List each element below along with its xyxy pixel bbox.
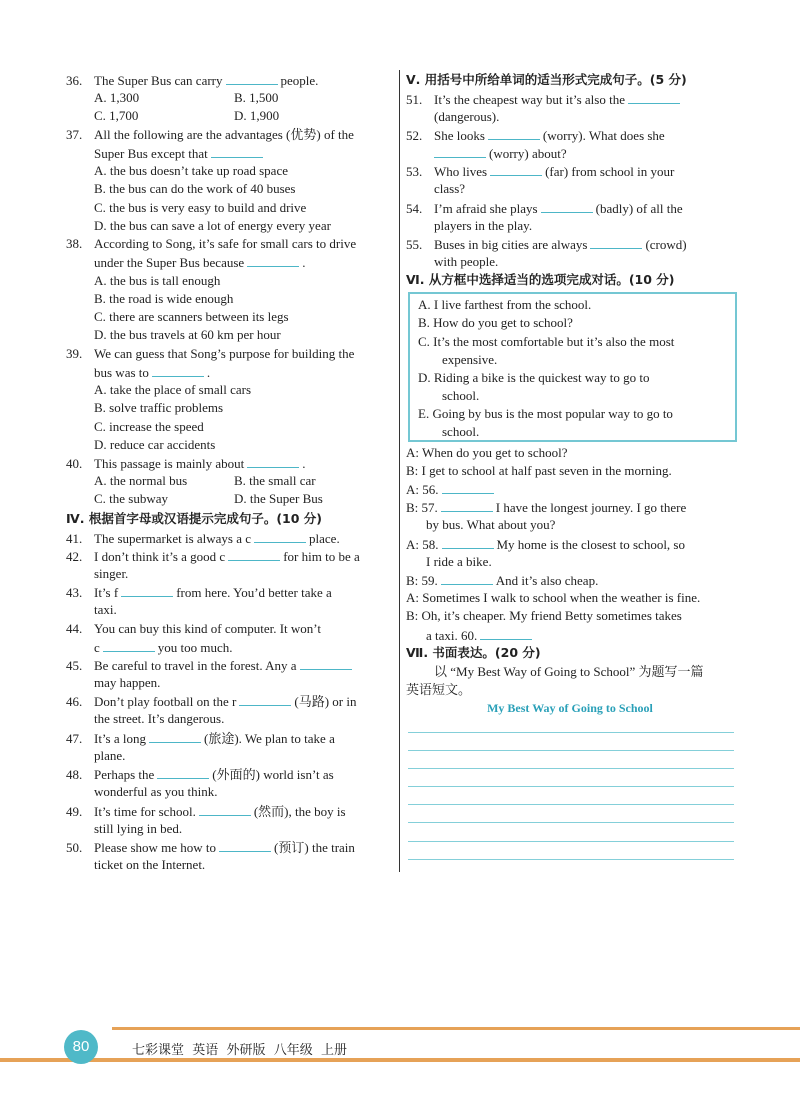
option: A. the bus is tall enough — [94, 273, 221, 288]
option: D. the bus can save a lot of energy every year — [94, 218, 331, 233]
option: C. there are scanners between its legs — [94, 309, 289, 324]
question-53: 53. Who lives (far) from school in your — [406, 164, 675, 179]
footer-title: 七彩课堂 英语 外研版 八年级 上册 — [132, 1043, 348, 1058]
question-44: 44. You can buy this kind of computer. It won’t — [66, 621, 322, 636]
option: D. 1,900 — [234, 108, 280, 123]
question-45-line2: may happen. — [94, 675, 161, 690]
box-option-d: D. Riding a bike is the quickest way to go to — [418, 370, 650, 385]
question-48: 48. Perhaps the (外面的) world isn’t as — [66, 767, 334, 782]
writing-line — [408, 822, 734, 823]
writing-line — [408, 804, 734, 805]
question-50: 50. Please show me how to (预订) the train — [66, 840, 355, 855]
question-51: 51. It’s the cheapest way but it’s also the — [406, 91, 736, 108]
essay-prompt-line2: 英语短文。 — [406, 682, 472, 697]
writing-line — [408, 768, 734, 769]
option: A. 1,300 — [94, 90, 140, 105]
dialog-line: A: Sometimes I walk to school when the weather is fine. — [406, 590, 701, 605]
section-5-heading: Ⅴ. 用括号中所给单词的适当形式完成句子。(5 分) — [406, 72, 687, 87]
question-42-line2: singer. — [94, 566, 129, 581]
dialog-line-58: A: 58. My home is the closest to school, so — [406, 537, 685, 552]
option: C. 1,700 — [94, 108, 139, 123]
box-option-e-line2: school. — [442, 424, 480, 439]
question-41: 41. The supermarket is always a c place. — [66, 531, 340, 546]
question-49-line2: still lying in bed. — [94, 821, 183, 836]
dialog-line: by bus. What about you? — [426, 517, 556, 532]
question-42: 42. I don’t think it’s a good c for him to be a — [66, 549, 360, 564]
question-49: 49. It’s time for school. (然而), the boy is — [66, 804, 346, 819]
option: D. the bus travels at 60 km per hour — [94, 327, 281, 342]
dialog-line-59: B: 59. And it’s also cheap. — [406, 573, 599, 588]
question-47-line2: plane. — [94, 748, 126, 763]
dialog-line-57: B: 57. I have the longest journey. I go there — [406, 500, 687, 515]
question-51-line2: (dangerous). — [434, 109, 500, 124]
dialog-line: B: I get to school at half past seven in the morning. — [406, 463, 672, 478]
option: A. take the place of small cars — [94, 382, 252, 397]
writing-line — [408, 841, 734, 842]
question-36: 36. The Super Bus can carry people. — [66, 73, 319, 88]
question-38: 38. According to Song, it’s safe for small cars to drive — [66, 236, 357, 251]
question-43-line2: taxi. — [94, 602, 117, 617]
writing-line — [408, 750, 734, 751]
page-number: 80 — [64, 1030, 98, 1064]
column-divider — [399, 70, 400, 872]
option: B. 1,500 — [234, 90, 279, 105]
question-43: 43. It’s f from here. You’d better take a — [66, 585, 332, 600]
question-37-line2: Super Bus except that — [66, 145, 394, 162]
option: B. the small car — [234, 473, 316, 488]
question-52: 52. She looks (worry). What does she — [406, 128, 665, 143]
question-54: 54. I’m afraid she plays (badly) of all the — [406, 201, 683, 216]
writing-line — [408, 786, 734, 787]
option: B. the bus can do the work of 40 buses — [94, 181, 296, 196]
option: B. solve traffic problems — [94, 400, 224, 415]
question-46: 46. Don’t play football on the r (马路) or in — [66, 694, 357, 709]
box-option-a: A. I live farthest from the school. — [418, 297, 592, 312]
option: D. reduce car accidents — [94, 437, 216, 452]
options-box — [408, 292, 737, 442]
question-47: 47. It’s a long (旅途). We plan to take a — [66, 731, 335, 746]
box-option-d-line2: school. — [442, 388, 480, 403]
dialog-line-60: a taxi. 60. — [426, 627, 736, 644]
question-37: 37. All the following are the advantages (优势) of the — [66, 127, 354, 142]
box-option-e: E. Going by bus is the most popular way to go to — [418, 406, 673, 421]
box-option-b: B. How do you get to school? — [418, 315, 573, 330]
question-38-line2: under the Super Bus because . — [94, 255, 306, 270]
question-54-line2: players in the play. — [434, 218, 533, 233]
writing-line — [408, 859, 734, 860]
box-option-c-line2: expensive. — [442, 352, 498, 367]
question-55: 55. Buses in big cities are always (crowd) — [406, 237, 687, 252]
option: A. the normal bus — [94, 473, 188, 488]
option: B. the road is wide enough — [94, 291, 234, 306]
footer-rule — [112, 1027, 800, 1030]
question-40: 40. This passage is mainly about . — [66, 456, 306, 471]
section-6-heading: Ⅵ. 从方框中选择适当的选项完成对话。(10 分) — [406, 272, 675, 287]
question-39-line2: bus was to . — [94, 365, 211, 380]
option: C. increase the speed — [94, 419, 204, 434]
option: C. the bus is very easy to build and drive — [94, 200, 307, 215]
question-55-line2: with people. — [434, 254, 499, 269]
question-53-line2: class? — [434, 181, 466, 196]
option: D. the Super Bus — [234, 491, 323, 506]
footer-bar — [0, 1058, 800, 1062]
question-39: 39. We can guess that Song’s purpose for building the — [66, 346, 355, 361]
question-50-line2: ticket on the Internet. — [94, 857, 206, 872]
question-52-line2: (worry) about? — [406, 145, 736, 162]
dialog-line: A: When do you get to school? — [406, 445, 568, 460]
dialog-line-56: A: 56. — [406, 481, 736, 498]
section-7-heading: Ⅶ. 书面表达。(20 分) — [406, 645, 541, 660]
dialog-line: I ride a bike. — [426, 554, 492, 569]
question-48-line2: wonderful as you think. — [94, 784, 218, 799]
box-option-c: C. It’s the most comfortable but it’s also the most — [418, 334, 675, 349]
dialog-line: B: Oh, it’s cheaper. My friend Betty sometimes takes — [406, 608, 682, 623]
essay-prompt: 以 “My Best Way of Going to School” 为题写一篇 — [434, 664, 704, 679]
option: C. the subway — [94, 491, 169, 506]
writing-line — [408, 732, 734, 733]
section-4-heading: Ⅳ. 根据首字母或汉语提示完成句子。(10 分) — [66, 511, 323, 526]
question-44-line2: c you too much. — [94, 640, 233, 655]
question-46-line2: the street. It’s dangerous. — [94, 711, 225, 726]
option: A. the bus doesn’t take up road space — [94, 163, 288, 178]
essay-title: My Best Way of Going to School — [487, 701, 653, 715]
question-45: 45. Be careful to travel in the forest. Any a — [66, 657, 394, 674]
